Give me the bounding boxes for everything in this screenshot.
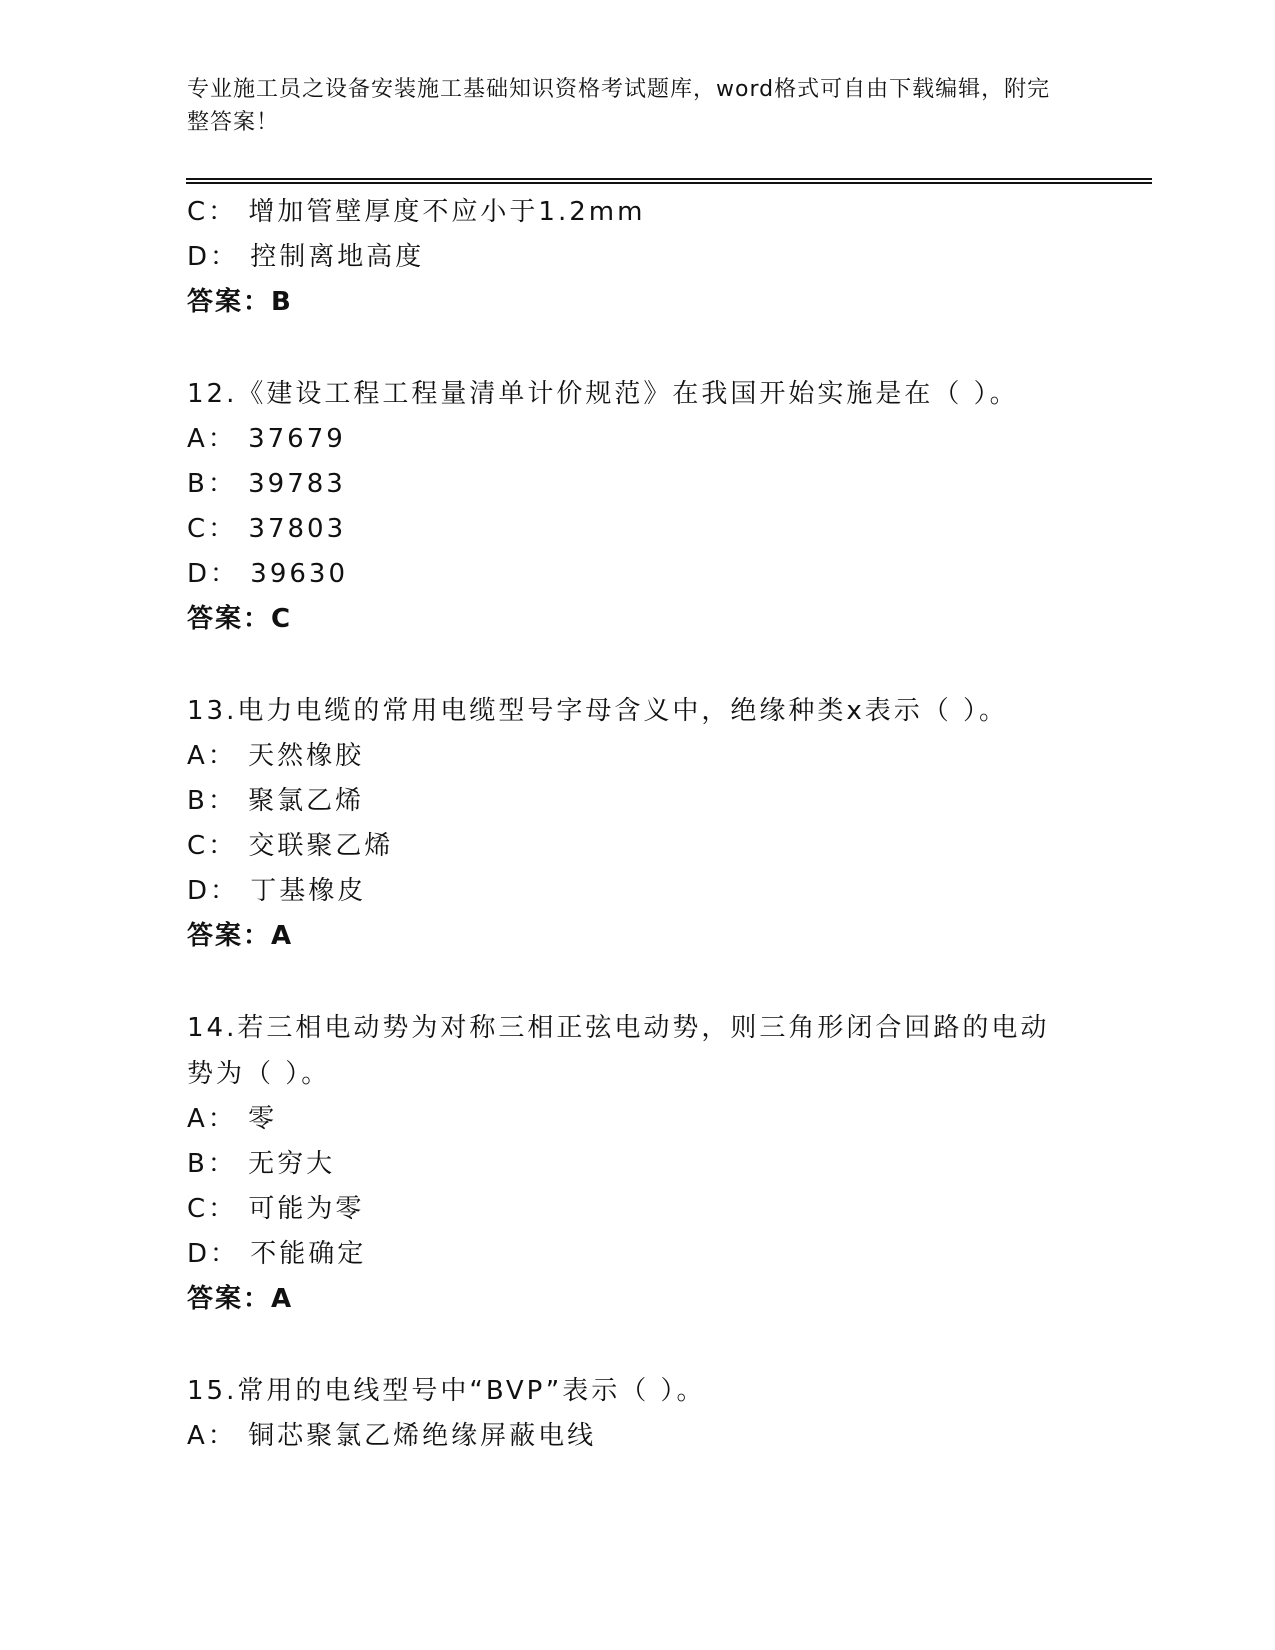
option-a: A： 天然橡胶 — [187, 741, 365, 771]
option-text: 增加管壁厚度不应小于1.2mm — [248, 197, 646, 227]
option-label: C — [187, 831, 209, 861]
option-label: B — [187, 1149, 208, 1179]
option-text: 交联聚乙烯 — [248, 831, 394, 861]
question-title: 12.《建设工程工程量清单计价规范》在我国开始实施是在（ ）。 — [187, 379, 1019, 409]
option-b: B： 无穷大 — [187, 1149, 336, 1179]
option-c: C： 可能为零 — [187, 1194, 365, 1224]
option-label: C — [187, 1194, 209, 1224]
option-c: C： 增加管壁厚度不应小于1.2mm — [187, 197, 646, 227]
question-list — [187, 190, 1087, 1459]
question-12 — [187, 371, 1087, 642]
question-14 — [187, 1005, 1087, 1322]
option-text: 丁基橡皮 — [250, 876, 367, 906]
option-d: D： 丁基橡皮 — [187, 876, 367, 906]
option-b: B： 39783 — [187, 469, 346, 499]
option-text: 聚氯乙烯 — [248, 786, 365, 816]
option-label: C — [187, 197, 209, 227]
option-text: 零 — [248, 1104, 278, 1134]
option-d: D： 控制离地高度 — [187, 242, 425, 272]
option-text: 39630 — [250, 559, 349, 589]
header-rule-bottom — [186, 182, 1152, 184]
question-title: 13.电力电缆的常用电缆型号字母含义中，绝缘种类x表示（ ）。 — [187, 696, 1009, 726]
option-label: A — [187, 424, 208, 454]
question-title: 14.若三相电动势为对称三相正弦电动势，则三角形闭合回路的电动势为（ ）。 — [187, 1013, 1050, 1089]
answer: 答案：A — [187, 1284, 294, 1314]
option-label: D — [187, 559, 211, 589]
header-rule-top — [186, 178, 1152, 180]
option-d: D： 39630 — [187, 559, 349, 589]
option-text: 天然橡胶 — [248, 741, 365, 771]
option-text: 37803 — [248, 514, 347, 544]
option-text: 铜芯聚氯乙烯绝缘屏蔽电线 — [248, 1421, 597, 1451]
option-label: D — [187, 242, 211, 272]
answer: 答案：B — [187, 287, 293, 317]
option-label: D — [187, 876, 211, 906]
option-label: A — [187, 1421, 208, 1451]
option-b: B： 聚氯乙烯 — [187, 786, 365, 816]
option-label: A — [187, 741, 208, 771]
option-text: 可能为零 — [248, 1194, 365, 1224]
question-13 — [187, 688, 1087, 959]
option-label: B — [187, 786, 208, 816]
question-15 — [187, 1368, 1087, 1459]
answer: 答案：A — [187, 921, 294, 951]
option-a: A： 37679 — [187, 424, 346, 454]
option-a: A： 零 — [187, 1104, 278, 1134]
option-text: 39783 — [248, 469, 346, 499]
option-label: D — [187, 1239, 211, 1269]
option-text: 37679 — [248, 424, 346, 454]
question-title: 15.常用的电线型号中“BVP”表示（ ）。 — [187, 1376, 706, 1406]
answer: 答案：C — [187, 604, 293, 634]
option-c: C： 交联聚乙烯 — [187, 831, 394, 861]
option-text: 控制离地高度 — [250, 242, 425, 272]
option-a: A： 铜芯聚氯乙烯绝缘屏蔽电线 — [187, 1421, 597, 1451]
option-label: A — [187, 1104, 208, 1134]
option-c: C： 37803 — [187, 514, 347, 544]
option-d: D： 不能确定 — [187, 1239, 367, 1269]
option-text: 不能确定 — [250, 1239, 367, 1269]
option-text: 无穷大 — [248, 1149, 336, 1179]
option-label: C — [187, 514, 209, 544]
document-header: 专业施工员之设备安装施工基础知识资格考试题库，word格式可自由下载编辑，附完整答案！ — [187, 77, 1051, 135]
continued-question — [187, 190, 1087, 325]
option-label: B — [187, 469, 208, 499]
